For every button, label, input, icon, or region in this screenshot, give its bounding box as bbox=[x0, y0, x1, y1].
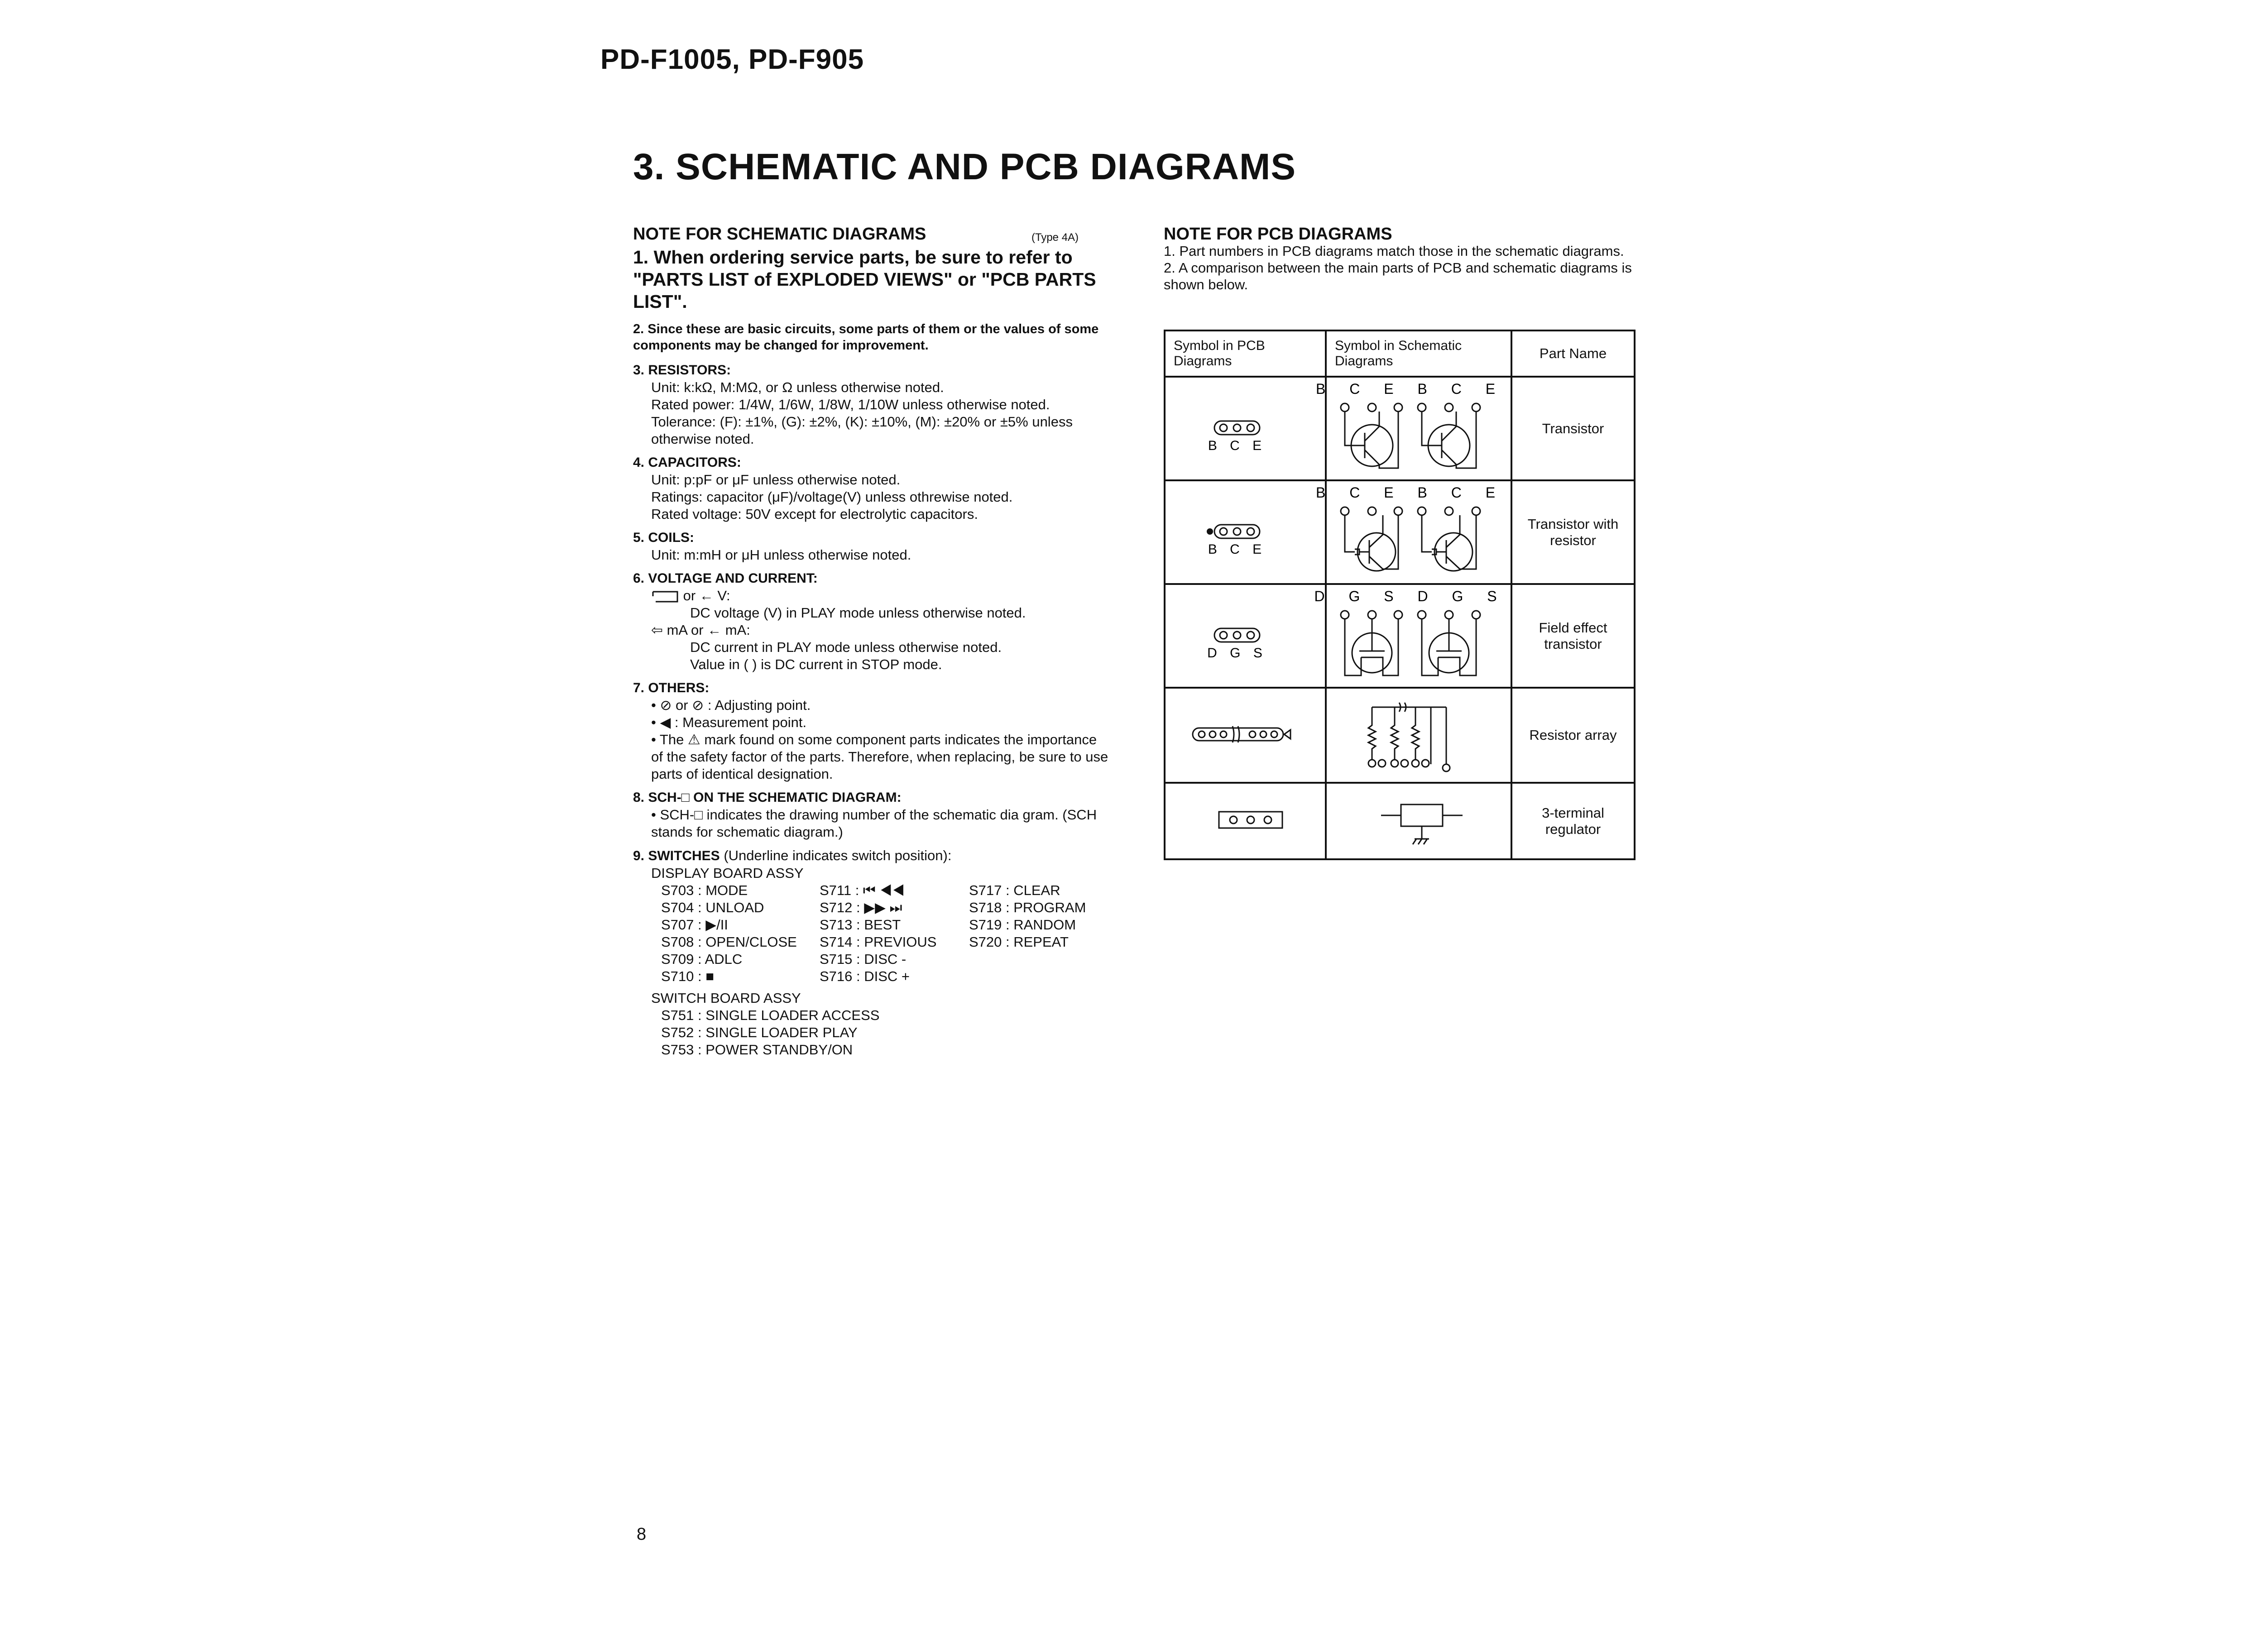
schematic-pin-labels: B C E B C E bbox=[1315, 381, 1506, 397]
others-title: 7. OTHERS: bbox=[633, 680, 710, 695]
switch-entry: S751 : SINGLE LOADER ACCESS bbox=[661, 1007, 880, 1023]
schematic-notes-heading: NOTE FOR SCHEMATIC DIAGRAMS bbox=[633, 225, 926, 244]
resistors-title: 3. RESISTORS: bbox=[633, 363, 731, 378]
switch-entry: S717 : CLEAR bbox=[969, 882, 1060, 898]
coils-title: 5. COILS: bbox=[633, 530, 695, 545]
display-board-title: DISPLAY BOARD ASSY bbox=[651, 865, 804, 881]
model-header: PD-F1005, PD-F905 bbox=[600, 44, 864, 75]
switch-entry: S716 : DISC + bbox=[820, 968, 910, 984]
section-voltage-current bbox=[633, 570, 1108, 673]
pcb-note-2: 2. A comparison between the main parts of PCB and schematic diagrams is shown below. bbox=[1164, 260, 1632, 292]
pcb-symbol-cell bbox=[1165, 480, 1326, 584]
pcb-symbol-cell bbox=[1165, 377, 1326, 480]
part-name: Field effect transistor bbox=[1511, 584, 1635, 688]
others-safety: • The ⚠ mark found on some component parts indicates the importance of the safety factor of the parts. Therefore, when replacing, be sure to use parts of identical designation. bbox=[651, 732, 1108, 782]
resistors-unit: Unit: k:kΩ, M:MΩ, or Ω unless otherwise noted. bbox=[651, 379, 944, 395]
section-others bbox=[633, 680, 1108, 783]
sch-title: 8. SCH-□ ON THE SCHEMATIC DIAGRAM: bbox=[633, 790, 902, 805]
switch-entry: S715 : DISC - bbox=[820, 951, 907, 967]
schematic-regulator-symbol bbox=[1327, 784, 1494, 856]
switch-entry: S708 : OPEN/CLOSE bbox=[661, 934, 797, 950]
switch-entry: S713 : BEST bbox=[820, 917, 901, 933]
schematic-pin-labels: B C E B C E bbox=[1315, 484, 1506, 501]
pcb-notes-heading: NOTE FOR PCB DIAGRAMS bbox=[1164, 225, 1392, 244]
schematic-transistor-symbol bbox=[1315, 378, 1506, 477]
switch-entry: S707 : ▶/II bbox=[661, 917, 728, 933]
note-ordering: 1. When ordering service parts, be sure to refer to "PARTS LIST of EXPLODED VIEWS" or "PCB PARTS LIST". bbox=[633, 247, 1096, 312]
switch-entry: S720 : REPEAT bbox=[969, 934, 1069, 950]
table-header-row bbox=[1165, 330, 1635, 377]
voltage-box-icon bbox=[651, 590, 679, 603]
voltage-title: 6. VOLTAGE AND CURRENT: bbox=[633, 571, 818, 586]
pcb-transistor-resistor-symbol bbox=[1166, 486, 1309, 576]
table-row bbox=[1165, 584, 1635, 688]
voltage-symbol-text: or ← V: bbox=[683, 588, 730, 603]
table-row bbox=[1165, 480, 1635, 584]
switch-entry: S714 : PREVIOUS bbox=[820, 934, 937, 950]
schematic-transistor-resistor-symbol bbox=[1315, 481, 1506, 581]
capacitors-ratings: Ratings: capacitor (μF)/voltage(V) unless othrewise noted. bbox=[651, 489, 1013, 505]
switch-entry: S709 : ADLC bbox=[661, 951, 743, 967]
capacitors-unit: Unit: p:pF or μF unless otherwise noted. bbox=[651, 472, 901, 488]
switches-title-note: (Underline indicates switch position): bbox=[724, 848, 952, 863]
pcb-resistor-array-symbol bbox=[1166, 694, 1309, 775]
pcb-pin-labels: B C E bbox=[1208, 542, 1266, 557]
switch-entry: S718 : PROGRAM bbox=[969, 900, 1086, 915]
schematic-symbol-cell bbox=[1326, 688, 1511, 783]
switch-board-title: SWITCH BOARD ASSY bbox=[651, 990, 801, 1006]
others-measurement: • ◀ : Measurement point. bbox=[651, 714, 807, 730]
schematic-symbol-cell bbox=[1315, 480, 1511, 584]
resistors-power: Rated power: 1/4W, 1/6W, 1/8W, 1/10W unless otherwise noted. bbox=[651, 397, 1050, 412]
switch-entry: S712 : ▶▶ ⏭ bbox=[820, 900, 902, 915]
switch-entry: S710 : ■ bbox=[661, 968, 714, 984]
header-schematic-symbol: Symbol in Schematic Diagrams bbox=[1326, 330, 1511, 377]
part-name: Resistor array bbox=[1511, 688, 1635, 783]
switch-entry: S753 : POWER STANDBY/ON bbox=[661, 1042, 853, 1058]
switch-entry bbox=[969, 968, 1105, 985]
schematic-symbol-cell bbox=[1326, 783, 1511, 859]
pcb-symbol-cell bbox=[1165, 688, 1326, 783]
schematic-notes bbox=[633, 225, 1108, 1065]
current-stop-note: Value in ( ) is DC current in STOP mode. bbox=[690, 656, 942, 672]
pcb-comparison-table bbox=[1164, 330, 1636, 860]
part-name: Transistor bbox=[1511, 377, 1635, 480]
page-title: 3. SCHEMATIC AND PCB DIAGRAMS bbox=[633, 146, 1296, 187]
switches-title: 9. SWITCHES bbox=[633, 848, 720, 863]
others-adjusting: • ⊘ or ⊘ : Adjusting point. bbox=[651, 697, 811, 713]
pcb-regulator-symbol bbox=[1166, 784, 1309, 856]
current-symbol-line: ⇦ mA or ← mA: bbox=[651, 622, 750, 638]
section-resistors bbox=[633, 362, 1108, 448]
table-row bbox=[1165, 688, 1635, 783]
schematic-pin-labels: D G S D G S bbox=[1314, 588, 1507, 604]
pcb-symbol-cell bbox=[1165, 783, 1326, 859]
voltage-symbol-line bbox=[633, 587, 1108, 604]
switch-entry: S711 : ⏮ ◀◀ bbox=[820, 882, 905, 898]
switch-entry: S703 : MODE bbox=[661, 882, 748, 898]
switch-entry bbox=[969, 951, 1105, 968]
pcb-notes bbox=[1164, 225, 1635, 293]
section-switches bbox=[633, 847, 1108, 1058]
part-name: 3-terminal regulator bbox=[1511, 783, 1635, 859]
schematic-symbol-cell bbox=[1314, 584, 1511, 688]
voltage-desc: DC voltage (V) in PLAY mode unless otherwise noted. bbox=[690, 605, 1026, 621]
note-basic-circuits: 2. Since these are basic circuits, some parts of them or the values of some components may be changed for improvement. bbox=[633, 322, 1099, 353]
pcb-fet-symbol bbox=[1166, 589, 1309, 680]
pcb-transistor-symbol bbox=[1166, 382, 1309, 473]
page-number: 8 bbox=[637, 1525, 647, 1544]
switch-entry: S704 : UNLOAD bbox=[661, 900, 764, 915]
section-coils bbox=[633, 529, 1108, 564]
section-capacitors bbox=[633, 454, 1108, 523]
current-desc: DC current in PLAY mode unless otherwise noted. bbox=[690, 639, 1002, 655]
resistors-tolerance: Tolerance: (F): ±1%, (G): ±2%, (K): ±10%, (M): ±20% or ±5% unless otherwise noted. bbox=[651, 414, 1073, 447]
type-note: (Type 4A) bbox=[1031, 231, 1079, 244]
table-row bbox=[1165, 377, 1635, 480]
pcb-symbol-cell bbox=[1165, 584, 1326, 688]
coils-unit: Unit: m:mH or μH unless otherwise noted. bbox=[651, 547, 911, 563]
pcb-note-1: 1. Part numbers in PCB diagrams match those in the schematic diagrams. bbox=[1164, 243, 1624, 259]
display-switch-grid bbox=[633, 882, 1108, 985]
section-sch bbox=[633, 789, 1108, 841]
capacitors-voltage: Rated voltage: 50V except for electrolytic capacitors. bbox=[651, 506, 978, 522]
schematic-symbol-cell bbox=[1315, 377, 1511, 480]
switch-entry: S752 : SINGLE LOADER PLAY bbox=[661, 1025, 858, 1040]
sch-desc: • SCH-□ indicates the drawing number of the schematic dia gram. (SCH stands for schematic diagram.) bbox=[651, 807, 1097, 840]
pcb-pin-labels: D G S bbox=[1207, 646, 1267, 661]
header-part-name: Part Name bbox=[1511, 330, 1635, 377]
schematic-fet-symbol bbox=[1314, 585, 1507, 685]
pcb-pin-labels: B C E bbox=[1208, 438, 1266, 453]
switch-entry: S719 : RANDOM bbox=[969, 917, 1076, 933]
schematic-resistor-array-symbol bbox=[1327, 689, 1494, 780]
header-pcb-symbol: Symbol in PCB Diagrams bbox=[1165, 330, 1326, 377]
part-name: Transistor with resistor bbox=[1511, 480, 1635, 584]
capacitors-title: 4. CAPACITORS: bbox=[633, 455, 741, 470]
table-row bbox=[1165, 783, 1635, 859]
